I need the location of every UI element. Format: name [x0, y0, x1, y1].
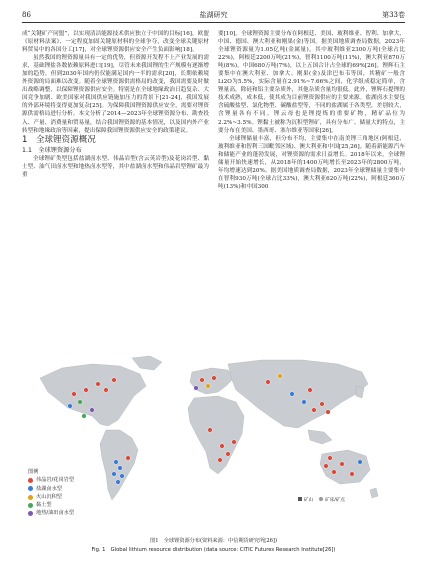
deposit-marker	[78, 400, 83, 405]
journal-title: 盐湖研究	[199, 11, 228, 19]
deposit-marker	[206, 384, 211, 389]
figure-caption-en: Fig. 1 Global lithium resource distribution (data source: CITIC Futures Research Institute[26])	[91, 547, 336, 553]
deposit-marker	[320, 402, 325, 407]
deposit-marker	[114, 460, 119, 465]
deposit-marker	[220, 444, 225, 449]
deposit-marker	[116, 480, 121, 485]
legend-title: 图例	[28, 469, 39, 475]
deposit-marker	[194, 386, 199, 391]
deposit-marker	[68, 404, 73, 409]
figure-legend	[28, 468, 74, 518]
deposit-marker	[358, 460, 363, 465]
deposit-marker	[266, 380, 271, 385]
deposit-marker	[82, 414, 87, 419]
deposit-marker	[90, 408, 95, 413]
paragraph: 全球锂储量丰富，但分布不均，主要集中在南美锂三角地区(阿根廷、玻利维亚和智利三国毗邻区域)、澳大利亚和中国[25,26]。随着新能源汽车和储能产业的蓬勃发展，对锂资源的需求日益增长。2018年以来，全球锂储量开始快速增长，从2018年的1400万吨增长至2023年的2800万吨，年均增速达到20%。据美国地质调查局数据，2023年全球锂储量主要集中在智利930万吨(全球占比33%)，澳大利亚620万吨(22%)，阿根廷360万吨(13%)和中国300	[218, 135, 405, 190]
prospect-label: 矿床/矿点	[325, 498, 345, 503]
deposit-marker	[120, 474, 125, 479]
deposit-marker	[350, 472, 355, 477]
paragraph: 要[10]。全球锂资源主要分布在阿根廷、美国、玻利维亚、智利、加拿大、中国、德国、澳大利亚和刚果(金)等国。据美国地质调查局数据，2023年全球锂资源量为1.05亿吨(金属量)，其中玻利维亚2300万吨(全球占比22%)，阿根廷2200万吨(21%)，智利1100万吨(11%)，澳大利亚870万吨(8%)，中国680万吨(7%)，以上五国合计占全球的69%[26]。锂辉石主要集中在澳大利亚、加拿大、刚果(金)及津巴布韦等国，其精矿一般含Li2O为5.5%，实际含量在2.91%~7.66%之间，化学组成稳定简单，含锂量高，除硅和铝主要杂质外，其他杂质含量均很低。此外，锂辉石提锂的技术成熟，成本低，使其成为目前锂资源供应的主要来源。盐湖卤水主要包含硫酸盐型、氯化物型、碳酸盐型等，不同的盐湖属于各类型，差别较大，含锂量各有不同。锂云母也是锂提炼的重要矿物，精矿品位为2.2%~3.5%。锂黏土被称为沉积型锂矿，具有分布广、储量大的特点，主要分布在美国、墨西哥、塞尔维亚等国家[26]。	[218, 31, 405, 134]
legend-swatch	[28, 486, 33, 491]
paragraph: 虽然我国的锂资源量具有一定的优势，但资源开发程不上产业发展的需求，基础锂盐各数依赖原料进口[19]，尽管未来我国锂的生产规模有逐渐增加的趋势，但到2030年国内仍仅能满足国内一半的需求[20]，长期依赖境外资源的局面难以改变。随着全球锂资源供需格局的改变，我国需要及时做出战略调整，以保障锂资源供应安全。特别是在全球地缘政治日趋复杂、大国竞争加剧、欧美国家对我国供应链施加压力的背景下[21-24]，我国发展的外部环境将变得更加复杂[25]。为保障我国锂资源供应安全，需要对锂资源供需格局进行分析。本文分析了2014—2023年全球锂资源分布、勘查投入、产量、消费量和贸易量，结合我国锂资源的基本情况，以及国内外产业转型和地缘政治等因素，提出保障我国锂资源供应安全的政策建议。	[22, 55, 209, 134]
legend-label: 地热/油田卤水型	[36, 510, 75, 517]
legend-label: 盐湖卤水型	[36, 485, 62, 492]
deposit-marker	[232, 440, 237, 445]
mine-label: 矿山	[303, 498, 314, 503]
section-heading: 1 全球锂资源概况	[22, 134, 96, 145]
deposit-marker	[200, 378, 205, 383]
deposit-marker	[308, 388, 313, 393]
deposit-marker	[278, 374, 283, 379]
legend-item	[28, 493, 74, 501]
deposit-marker	[72, 392, 77, 397]
deposit-marker	[326, 410, 331, 415]
deposit-marker	[212, 376, 217, 381]
legend-swatch	[28, 495, 33, 500]
deposit-marker	[96, 382, 101, 387]
deposit-marker	[104, 388, 109, 393]
deposit-marker	[302, 400, 307, 405]
prospect-icon	[319, 497, 323, 501]
legend-item	[28, 485, 74, 493]
deposit-marker	[290, 392, 295, 397]
page-header	[22, 8, 405, 23]
figure-caption-cn: 图1 全球锂资源分布(资料来源：中信期货研究所[26])	[150, 538, 277, 544]
legend-swatch	[28, 511, 33, 516]
deposit-marker	[312, 408, 317, 413]
page-number: 86	[22, 11, 31, 19]
deposit-marker	[340, 462, 345, 467]
legend-label: 伟晶岩/花岗岩型	[36, 477, 75, 484]
world-map	[22, 350, 405, 525]
deposit-marker	[118, 466, 123, 471]
deposit-marker	[328, 456, 333, 461]
map-marker-legend	[298, 497, 345, 503]
deposit-marker	[208, 428, 213, 433]
subsection-heading: 1.1 全球锂资源分布	[22, 146, 82, 154]
deposit-marker	[112, 378, 117, 383]
deposit-marker	[324, 464, 329, 469]
legend-swatch	[28, 478, 33, 483]
left-column	[22, 30, 209, 179]
world-lithium-map-figure	[22, 350, 405, 525]
deposit-marker	[226, 452, 231, 457]
legend-item	[28, 501, 74, 509]
right-column	[218, 30, 405, 191]
legend-label: 黏土型	[36, 502, 52, 509]
legend-label: 火山沉积型	[36, 493, 62, 500]
paragraph: 全球锂矿类型包括盐湖卤水型、伟晶岩型(含云英岩型)及花岗岩型、黏土型、油气田卤水型和地热卤水型等，其中盐湖卤水型和伟晶岩型锂矿最为重	[22, 155, 209, 178]
legend-item	[28, 476, 74, 484]
paragraph: 成“关键矿产同盟”，以实现清洁能源技术供应独立于中国的目标[16]，欧盟《原材料法案》、一定程度加固关键原材料的全球争夺，改变全球关键原材料贸易中的各国分工[17]，对全球锂资源供应安全产生负面影响[18]。	[22, 31, 209, 54]
deposit-marker	[84, 388, 89, 393]
mine-icon	[298, 497, 302, 501]
deposit-marker	[112, 472, 117, 477]
legend-swatch	[28, 503, 33, 508]
deposit-marker	[126, 456, 131, 461]
deposit-marker	[332, 470, 337, 475]
deposit-marker	[218, 458, 223, 463]
legend-item	[28, 509, 74, 517]
volume-label: 第33卷	[382, 11, 405, 19]
